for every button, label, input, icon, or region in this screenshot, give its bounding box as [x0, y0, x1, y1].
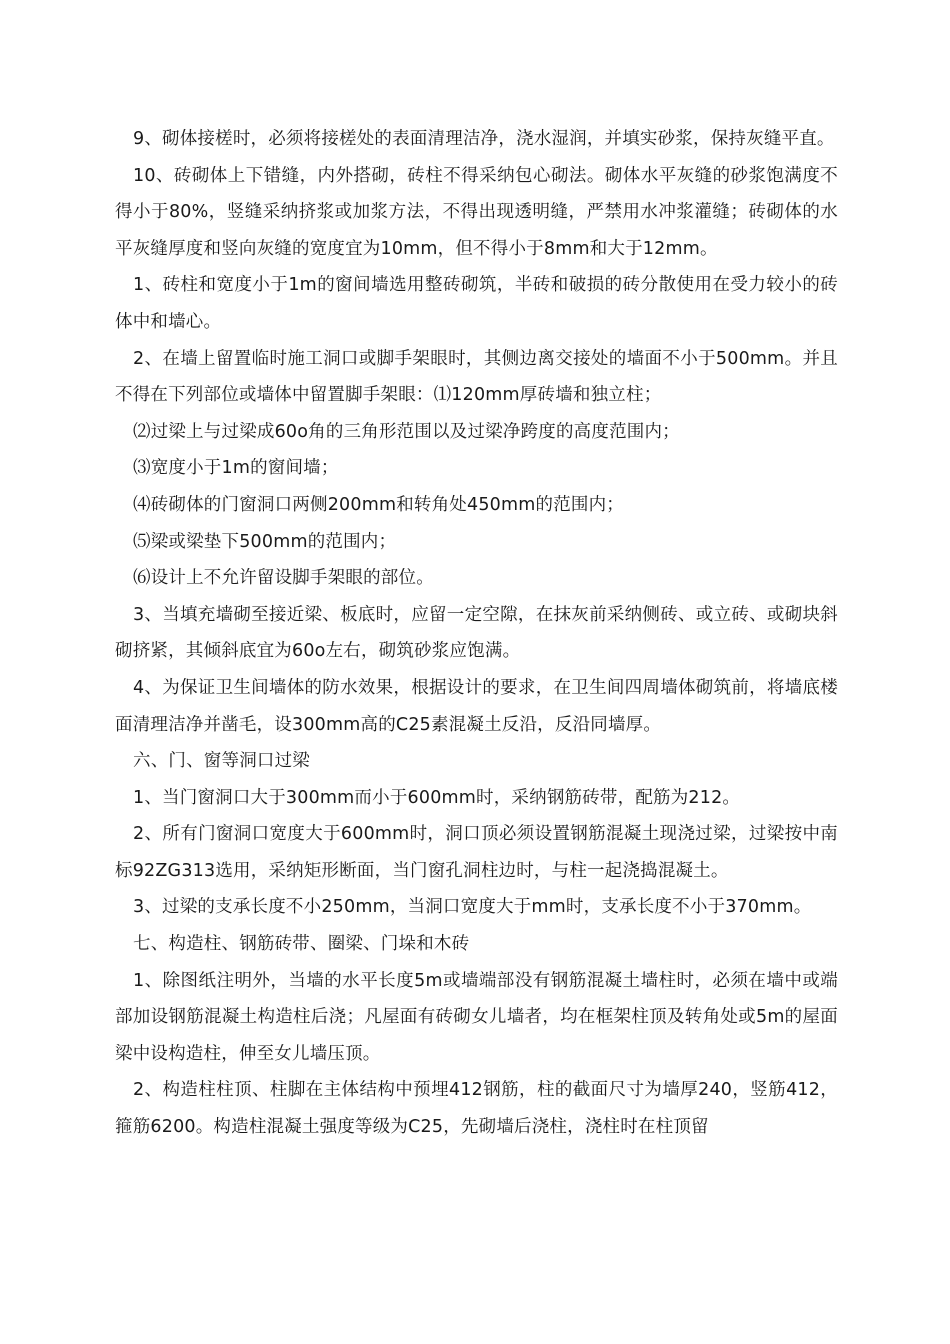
paragraph-brick-staggered-joints: 10、砖砌体上下错缝，内外搭砌，砖柱不得采纳包心砌法。砌体水平灰缝的砂浆饱满度不得小于80%，竖缝采纳挤浆或加浆方法，不得出现透明缝，严禁用水冲浆灌缝；砖砌体的水平灰缝厚度和竖向灰缝的宽度宜为10mm，但不得小于8mm和大于12mm。	[115, 165, 838, 259]
paragraph-masonry-joint: 9、砌体接槎时，必须将接槎处的表面清理洁净，浇水湿润，并填实砂浆，保持灰缝平直。	[133, 129, 835, 149]
paragraph-brick-column: 1、砖柱和宽度小于1m的窗间墙选用整砖砌筑，半砖和破损的砖分散使用在受力较小的砖体中和墙心。	[115, 275, 838, 332]
paragraph-lintel-bearing: 3、过梁的支承长度不小250mm，当洞口宽度大于mm时，支承长度不小于370mm。	[133, 897, 812, 918]
list-item-narrow-wall: ⑶宽度小于1m的窗间墙；	[133, 458, 339, 479]
list-item-door-window-sides: ⑷砖砌体的门窗洞口两侧200mm和转角处450mm的范围内；	[133, 494, 624, 515]
section-heading-constructional-columns: 七、构造柱、钢筋砖带、圈梁、门垛和木砖	[133, 934, 470, 955]
paragraph-constructional-column-placement: 1、除图纸注明外，当墙的水平长度5m或墙端部没有钢筋混凝土墙柱时，必须在墙中或端部加设钢筋混凝土构造柱后浇；凡屋面有砖砌女儿墙者，均在框架柱顶及转角处或5m的屋面梁中设构造柱，伸至女儿墙压顶。	[115, 970, 838, 1064]
paragraph-constructional-column-rebar: 2、构造柱柱顶、柱脚在主体结构中预埋412钢筋，柱的截面尺寸为墙厚240，竖筋412，箍筋6200。构造柱混凝土强度等级为C25，先砌墙后浇柱，浇柱时在柱顶留	[115, 1080, 838, 1138]
section-heading-lintels: 六、门、窗等洞口过梁	[133, 751, 310, 772]
list-item-design-prohibited: ⑹设计上不允许留设脚手架眼的部位。	[133, 568, 434, 589]
paragraph-infill-wall-gap: 3、当填充墙砌至接近梁、板底时，应留一定空隙，在抹灰前采纳侧砖、或立砖、或砌块斜砌挤紧，其倾斜底宜为60o左右，砌筑砂浆应饱满。	[115, 604, 838, 662]
paragraph-cast-lintel: 2、所有门窗洞口宽度大于600mm时，洞口顶必须设置钢筋混凝土现浇过梁，过梁按中南标92ZG313选用，采纳矩形断面，当门窗孔洞柱边时，与柱一起浇捣混凝土。	[115, 824, 838, 881]
document-body	[115, 121, 838, 1146]
paragraph-scaffold-holes: 2、在墙上留置临时施工洞口或脚手架眼时，其侧边离交接处的墙面不小于500mm。并且不得在下列部位或墙体中留置脚手架眼：⑴120mm厚砖墙和独立柱；	[115, 348, 838, 406]
paragraph-rebar-brick-band: 1、当门窗洞口大于300mm而小于600mm时，采纳钢筋砖带，配筋为212。	[133, 787, 741, 808]
list-item-lintel-triangle: ⑵过梁上与过梁成60o角的三角形范围以及过梁净跨度的高度范围内；	[133, 421, 680, 442]
paragraph-bathroom-waterproof: 4、为保证卫生间墙体的防水效果，根据设计的要求，在卫生间四周墙体砌筑前，将墙底楼面清理洁净并凿毛，设300mm高的C25素混凝土反沿，反沿同墙厚。	[115, 677, 838, 735]
list-item-beam-pad: ⑸梁或梁垫下500mm的范围内；	[133, 531, 397, 552]
